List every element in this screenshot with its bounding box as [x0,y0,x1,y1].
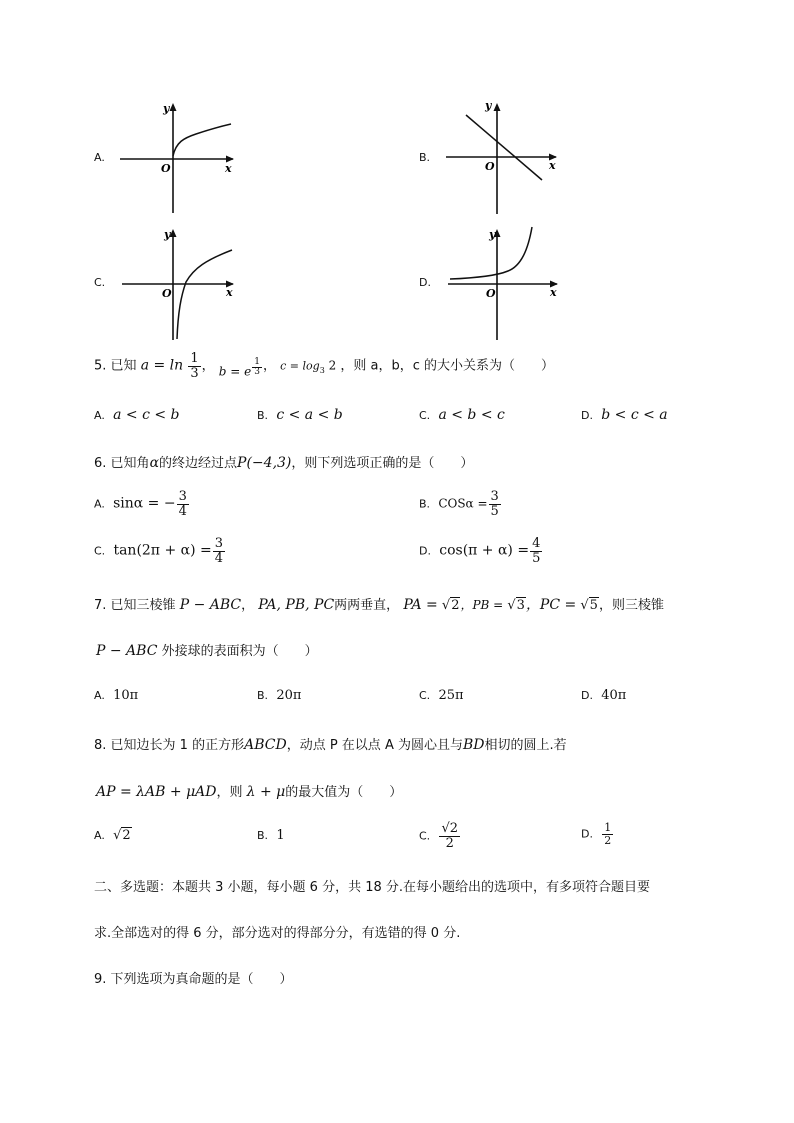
q6-tail: ，则下列选项正确的是（ ） [291,456,474,471]
graph-c-label: C. [94,276,106,289]
q6-alpha: α [149,455,160,471]
q5-option-d-label: D. [581,409,593,422]
q5-option-a-label: A. [94,409,105,422]
q7-option-c-text: 25π [438,688,464,703]
q6-option-d: D. cos(π + α) = $\frac{4}{5}$ [419,536,541,566]
q8-vector-expr: AP = λAB + μAD [96,784,217,800]
q7-option-d-text: 40π [601,688,627,703]
q6-option-a-lhs: sinα = − [113,495,176,512]
q5-a-fraction: $\frac{1}{3}$ [190,351,199,381]
q6-option-c-fraction: $\frac{3}{4}$ [214,536,224,566]
graph-a-origin: O [161,162,171,175]
graph-c-x-label: x [226,286,233,299]
q6-option-d-fraction: $\frac{4}{5}$ [532,536,541,566]
graph-b-x-label: x [549,159,556,172]
q5-c-arg: 2 [324,358,337,373]
q5-option-b-label: B. [257,409,269,422]
q6-mid: 的终边经过点 [159,456,238,471]
q5-c-base: 3 [319,366,325,376]
graph-c-y-label: y [164,228,171,241]
q6-option-c-lhs: tan(2π + α) = [113,542,212,559]
graph-d-y-label: y [489,228,496,241]
graph-a [118,98,243,220]
q5-option-c-label: C. [419,409,431,422]
q7-option-b-text: 20π [276,688,302,703]
q5-option-d-text: b < c < a [601,407,668,423]
q6-option-a: A. sinα = − $\frac{3}{4}$ [94,489,187,519]
q6-option-b-fraction: $\frac{3}{5}$ [490,489,499,519]
question-5: 5. 已知 a = ln $\frac{1}{3}$ ， b = e $\frac{1}{3}$ ， $c = \log_3 2$ ，则 a，b，c 的大小关系为（ ） [94,351,555,381]
question-6 [94,452,473,471]
graph-c-origin: O [162,287,172,300]
q5-number: 5. [94,358,107,374]
q7-edges: PA, PB, PC [258,597,335,613]
section-2-line-2: 求.全部选对的得 6 分，部分选对的得部分分，有选错的得 0 分. [94,926,461,941]
q6-option-a-fraction: $\frac{3}{4}$ [178,489,187,519]
q7-option-a-text: 10π [113,688,139,703]
question-7-line-1: 7. 已知三棱锥 P − ABC， PA, PB, PC两两垂直， PA = √2，PB = √3，PC = √5，则三棱锥 [94,597,664,613]
q5-a-lhs: a = ln [140,357,184,374]
section-2-line-1: 二、多选题：本题共 3 小题，每小题 6 分，共 18 分.在每小题给出的选项中，有多项符合题目要 [94,880,651,895]
q5-option-a-text: a < c < b [113,407,180,423]
q5-intro: 已知 [110,358,137,374]
q6-number: 6. [94,456,107,471]
q5-tail: ，则 a，b，c 的大小关系为（ ） [340,358,555,374]
q5-option-b-text: c < a < b [276,407,343,423]
q6-point: P(−4,3) [237,455,292,471]
graph-b-label: B. [419,151,431,164]
graph-a-y-label: y [163,102,170,115]
q6-option-b: B. COSα = $\frac{3}{5}$ [419,489,499,519]
graph-b-origin: O [485,160,495,173]
q6-option-c: C. tan(2π + α) = $\frac{3}{4}$ [94,536,224,566]
q5-c-expr: c = log [280,359,320,373]
graph-a-label: A. [94,151,105,164]
q5-option-c-text: a < b < c [438,407,505,423]
q6-intro: 已知角 [110,456,150,471]
q8-option-c-fraction: $\frac{√2}{2}$ [441,821,459,851]
question-7-line-2: P − ABC 外接球的表面积为（ ） [96,643,318,659]
graph-a-x-label: x [225,162,232,175]
graph-d-x-label: x [550,286,557,299]
q8-options: A. √2 B. 1 C. $\frac{√2}{2}$ D. $\frac{1}{2}$ [94,821,612,851]
q8-option-d-fraction: $\frac{1}{2}$ [604,821,612,847]
graph-d-label: D. [419,276,431,289]
question-8-line-1: 8. 已知边长为 1 的正方形ABCD，动点 P 在以点 A 为圆心且与BD相切的圆上.若 [94,737,567,753]
q8-option-a-text: 2 [122,828,131,843]
q8-option-b-text: 1 [276,828,285,843]
graph-b [444,98,569,220]
q5-b-lhs: b = e [218,364,252,379]
q6-option-d-lhs: cos(π + α) = [439,542,530,559]
question-8-line-2: AP = λAB + μAD，则 λ + μ的最大值为（ ） [96,784,403,800]
q7-pabc: P − ABC [179,597,242,613]
q6-option-b-lhs: COSα = [438,496,488,511]
q5-b-exponent: $\frac{1}{3}$ [254,356,260,378]
graph-d [446,224,571,346]
graph-d-origin: O [486,287,496,300]
graph-b-y-label: y [485,99,492,112]
question-9: 9. 下列选项为真命题的是（ ） [94,972,293,987]
graph-c [120,224,245,346]
